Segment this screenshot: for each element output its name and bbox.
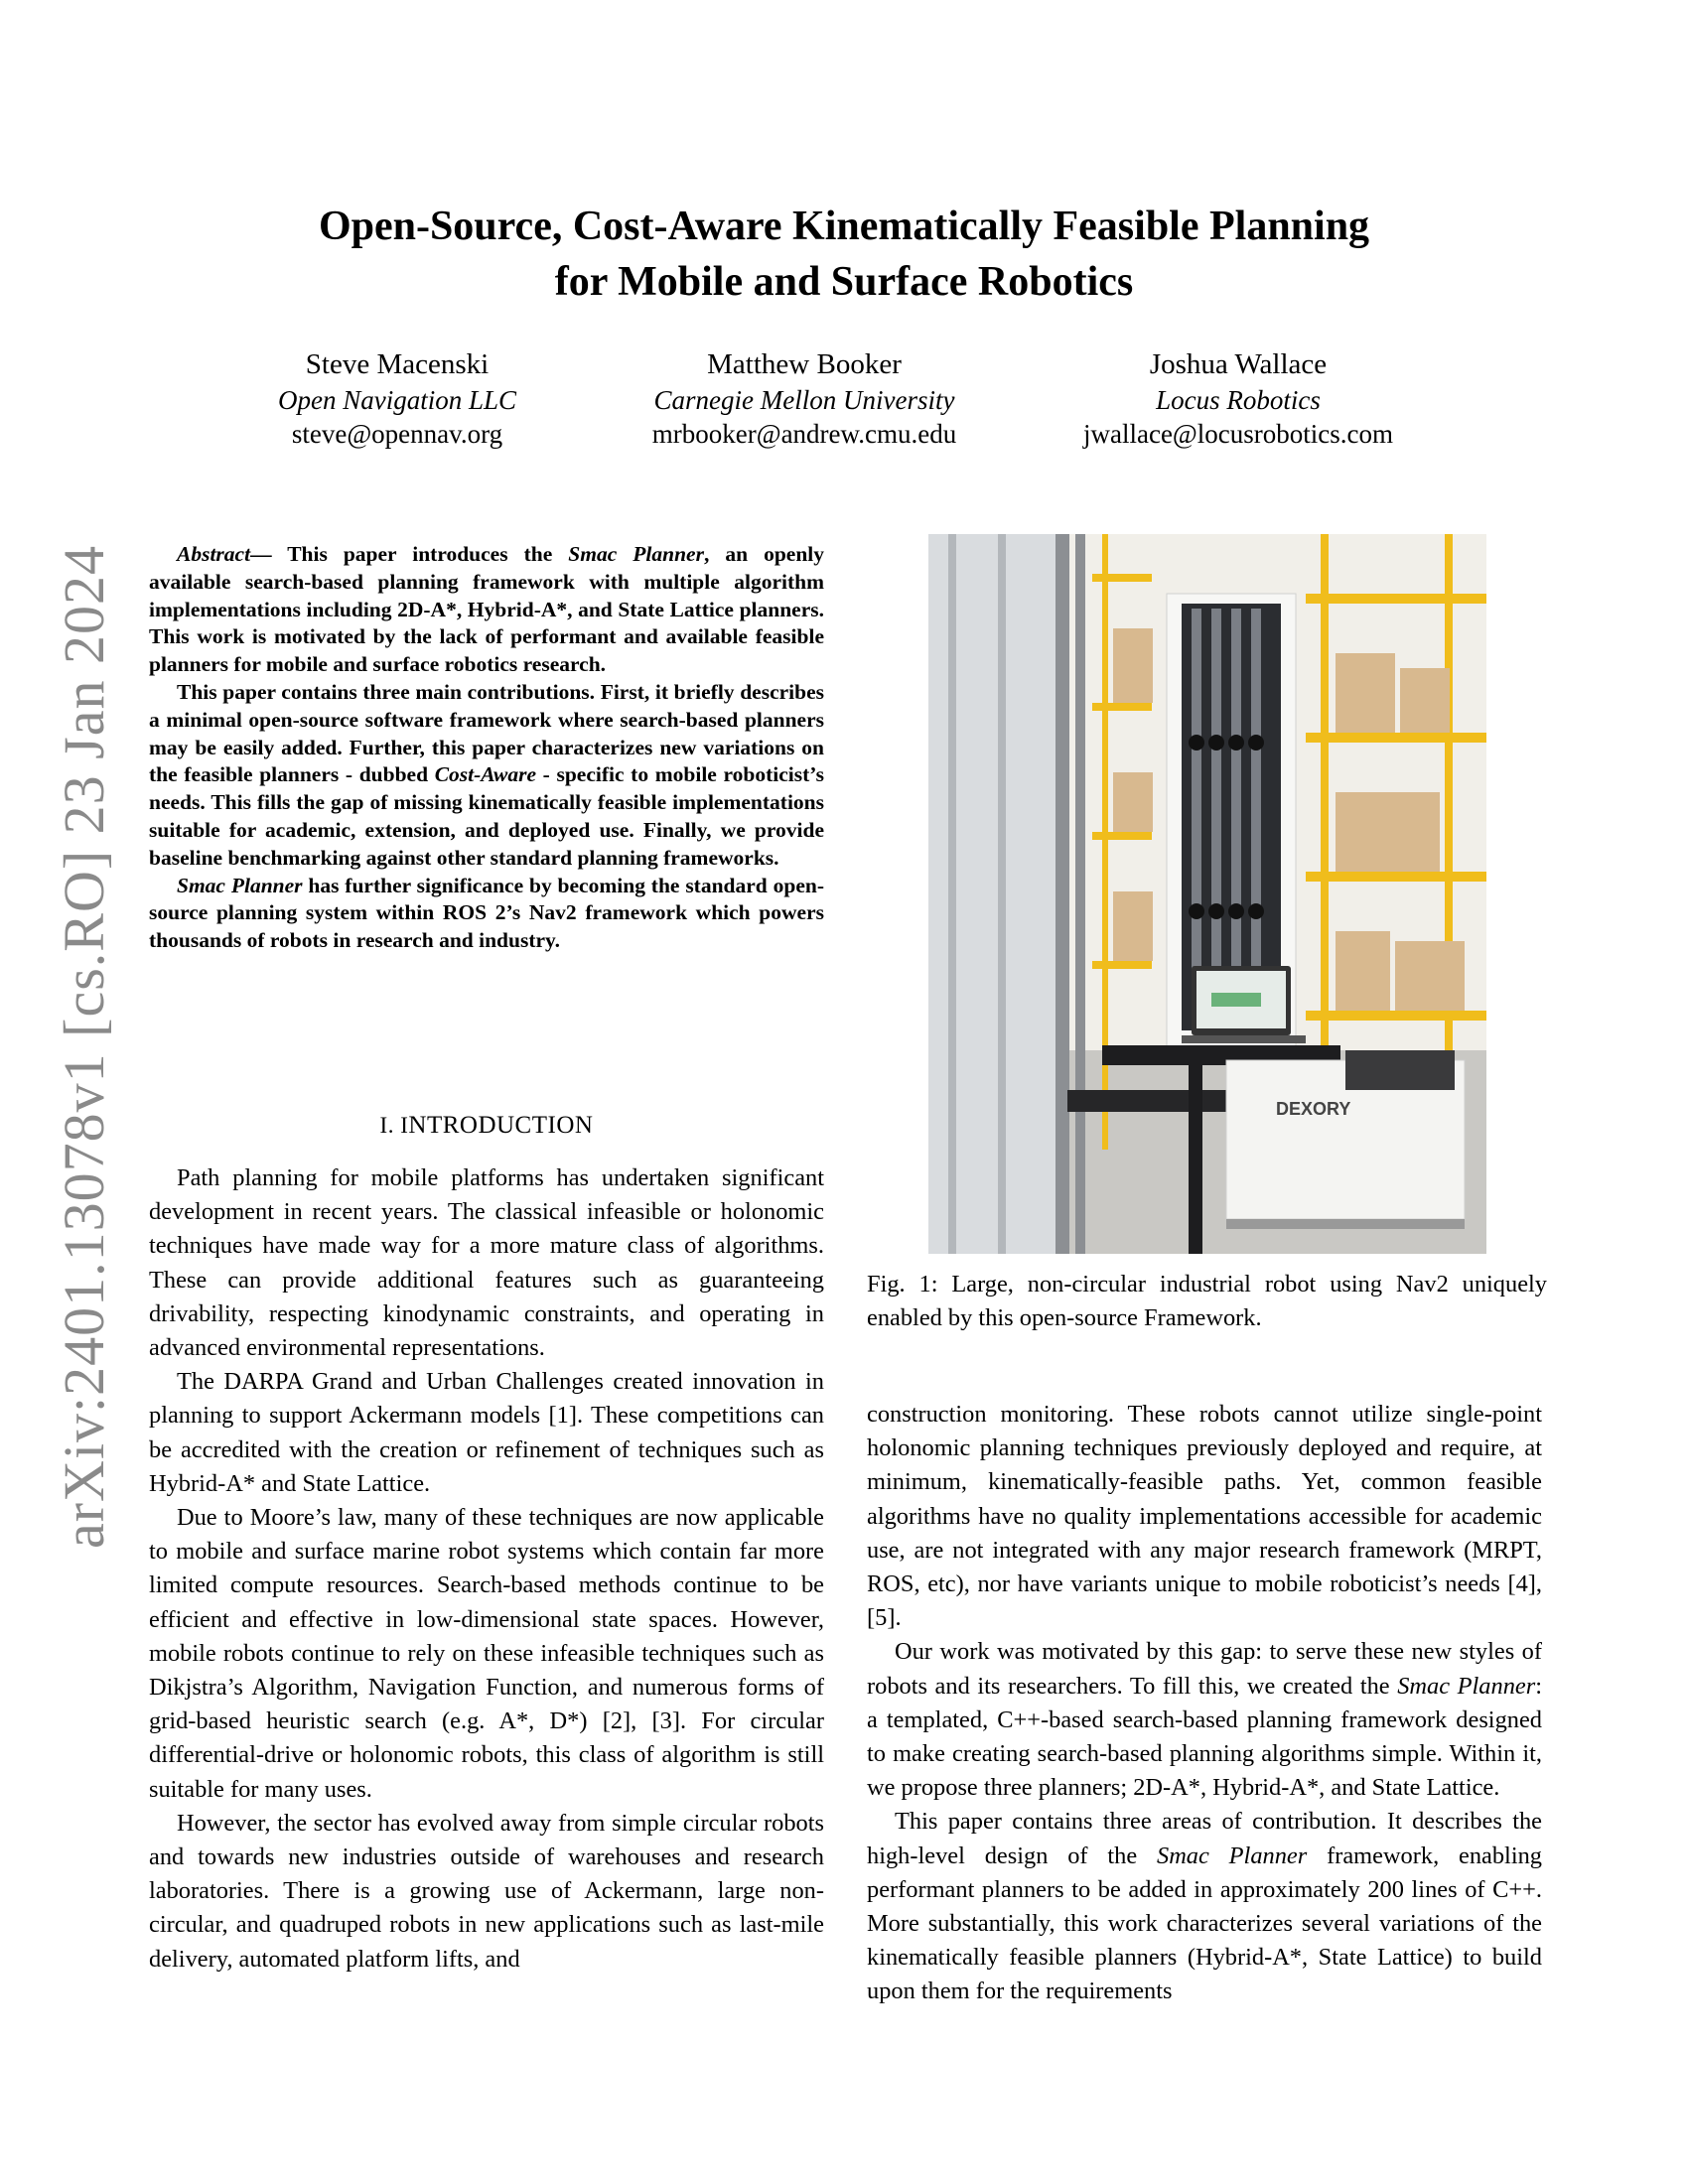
abstract: Abstract— This paper introduces the Smac Planner, an openly available search-based planning framework with multiple algorithm implementations including 2D-A*, Hybrid-A*, and State Lattice planners. This work is motivated by the lack of performant and available feasible planners for mobile and surface robotics research. This paper contains three main contributions. First, it briefly describes a minimal open-source software framework where search-based planners may be easily added. Further, this paper characterizes new variations on the feasible planners - dubbed Cost-Aware - specific to mobile roboticist’s needs. This fills the gap of missing kinematically feasible implementations suitable for academic, extension, and deployed use. Finally, we provide baseline benchmarking against other standard planning frameworks. Smac Planner has further significance by becoming the standard open-source planning system within ROS 2’s Nav2 framework which powers thousands of robots in research and industry.: [149, 542, 824, 953]
arxiv-stamp: arXiv:2401.13078v1 [cs.RO] 23 Jan 2024: [52, 544, 116, 1549]
author-name: Joshua Wallace: [1149, 348, 1328, 380]
figure-caption: Fig. 1: Large, non-circular industrial robot using Nav2 uniquely enabled by this open-source Framework.: [867, 1271, 1547, 1332]
author-name: Steve Macenski: [305, 348, 490, 380]
author-email: steve@opennav.org: [291, 419, 503, 449]
warehouse-robot-illustration: [928, 534, 1486, 1254]
paragraph: The DARPA Grand and Urban Challenges created innovation in planning to support Ackermann models [1]. These competitions can be accredited with the creation or refinement of techniques such as Hybrid-A* and State Lattice.: [149, 1368, 824, 1497]
author-email: mrbooker@andrew.cmu.edu: [651, 419, 957, 449]
author-email: jwallace@locusrobotics.com: [1082, 419, 1394, 449]
paragraph: Our work was motivated by this gap: to serve these new styles of robots and its researchers. To fill this, we created the Smac Planner: a templated, C++-based search-based planning framework designed to make creating search-based planning algorithms simple. Within it, we propose three planners; 2D-A*, Hybrid-A*, and State Lattice.: [867, 1638, 1542, 1802]
title-line-2: for Mobile and Surface Robotics: [554, 259, 1134, 305]
abstract-label: Abstract: [177, 542, 251, 566]
section-heading-introduction: I. INTRODUCTION: [379, 1112, 594, 1139]
author-affiliation: Locus Robotics: [1156, 385, 1321, 415]
author-affiliation: Open Navigation LLC: [277, 385, 517, 415]
paper-title: [149, 199, 1539, 310]
introduction-text: [149, 1161, 824, 1977]
paragraph: construction monitoring. These robots cannot utilize single-point holonomic planning techniques previously deployed and require, at minimum, kinematically-feasible paths. Yet, common feasible algorithms have no quality implementations accessible for academic use, are not integrated with any major research framework (MRPT, ROS, etc), nor have variants unique to mobile roboticist’s needs [4], [5].: [867, 1401, 1542, 1632]
robot-brand-label: DEXORY: [1276, 1099, 1351, 1119]
author-block-1: [189, 345, 606, 451]
author-affiliation: Carnegie Mellon University: [653, 385, 955, 415]
paragraph: However, the sector has evolved away from simple circular robots and towards new industries outside of warehouses and research laboratories. There is a growing use of Ackermann, large non-circular, and quadruped robots in new applications such as last-mile delivery, automated platform lifts, and: [149, 1809, 824, 1973]
right-column-text: [867, 1398, 1542, 2009]
title-line-1: Open-Source, Cost-Aware Kinematically Feasible Planning: [318, 204, 1370, 249]
paragraph: Path planning for mobile platforms has undertaken significant development in recent years. The classical infeasible or holonomic techniques have made way for a more mature class of algorithms. These can provide additional features such as guaranteeing drivability, respecting kinodynamic constraints, and operating in advanced environmental representations.: [149, 1164, 824, 1362]
author-block-3: [1030, 345, 1447, 451]
author-block-2: [596, 345, 1013, 451]
paragraph: Due to Moore’s law, many of these techniques are now applicable to mobile and surface marine robot systems which contain far more limited compute resources. Search-based methods continue to be efficient and effective in low-dimensional state spaces. However, mobile robots continue to rely on these infeasible techniques such as Dikjstra’s Algorithm, Navigation Function, and numerous forms of grid-based heuristic search (e.g. A*, D*) [2], [3]. For circular differential-drive or holonomic robots, this class of algorithm is still suitable for many uses.: [149, 1504, 824, 1803]
robot-photo: [928, 534, 1486, 1254]
author-name: Matthew Booker: [707, 348, 902, 380]
paragraph: This paper contains three areas of contribution. It describes the high-level design of the Smac Planner framework, enabling performant planners to be added in approximately 200 lines of C++. More substantially, this work characterizes several variations of the kinematically feasible planners (Hybrid-A*, State Lattice) to build upon them for the requirements: [867, 1808, 1542, 2005]
